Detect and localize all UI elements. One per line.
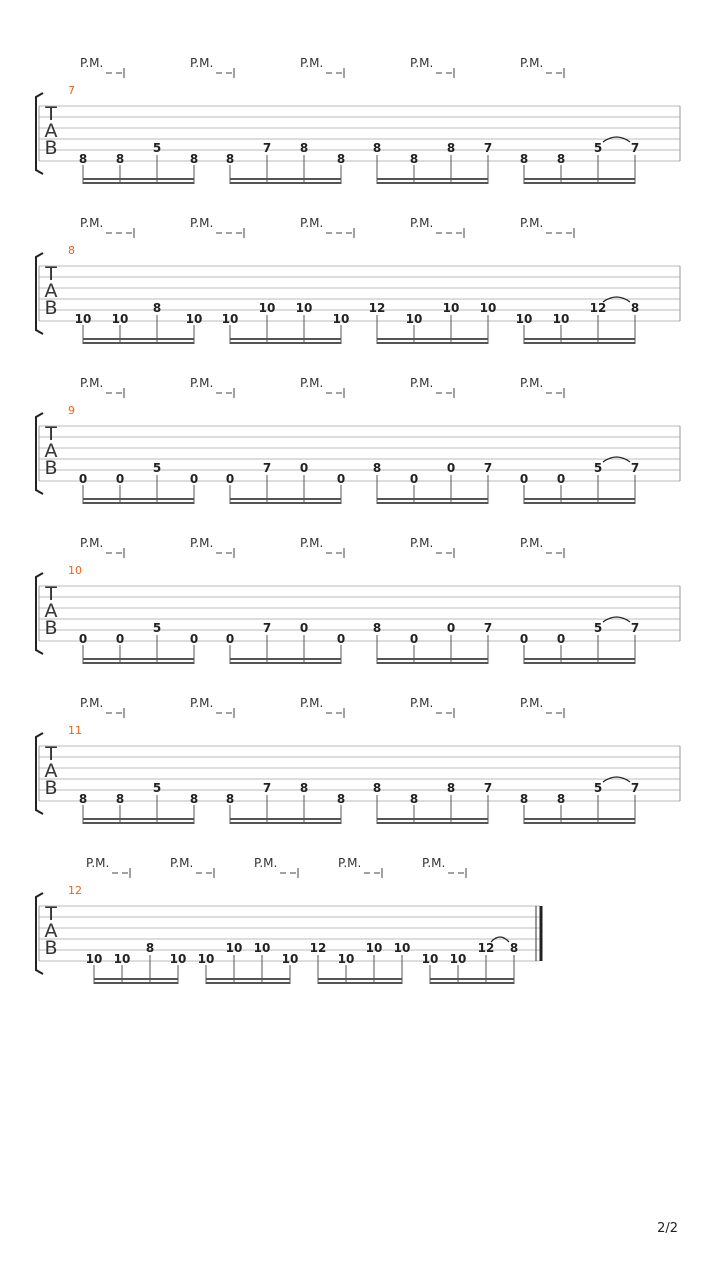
fret-number: 8: [519, 792, 529, 806]
fret-number: 8: [372, 781, 382, 795]
fret-number: 10: [332, 312, 350, 326]
fret-number: 10: [405, 312, 423, 326]
palm-mute-label: P.M.: [190, 376, 214, 390]
fret-number: 8: [78, 152, 88, 166]
fret-number: 5: [152, 461, 162, 475]
tab-clef-letter: B: [44, 457, 58, 479]
palm-mute-label: P.M.: [190, 696, 214, 710]
fret-number: 10: [74, 312, 92, 326]
fret-number: 5: [152, 781, 162, 795]
fret-number: 0: [225, 632, 235, 646]
tab-clef-letter: A: [44, 120, 58, 142]
fret-number: 8: [372, 141, 382, 155]
fret-number: 8: [299, 781, 309, 795]
fret-number: 0: [556, 472, 566, 486]
palm-mute-label: P.M.: [190, 216, 214, 230]
tab-clef-letter: T: [45, 263, 57, 285]
fret-number: 10: [442, 301, 460, 315]
fret-number: 0: [115, 632, 125, 646]
tab-clef-letter: B: [44, 617, 58, 639]
fret-number: 0: [78, 632, 88, 646]
fret-number: 5: [152, 621, 162, 635]
page-number: 2/2: [657, 1221, 678, 1236]
fret-number: 12: [309, 941, 327, 955]
fret-number: 8: [115, 152, 125, 166]
fret-number: 10: [197, 952, 215, 966]
fret-number: 8: [372, 461, 382, 475]
fret-number: 8: [189, 792, 199, 806]
fret-number: 10: [253, 941, 271, 955]
fret-number: 0: [189, 472, 199, 486]
measure-number: 8: [68, 244, 75, 257]
palm-mute-label: P.M.: [520, 56, 544, 70]
fret-number: 0: [556, 632, 566, 646]
palm-mute-label: P.M.: [80, 376, 104, 390]
palm-mute-label: P.M.: [520, 216, 544, 230]
fret-number: 0: [409, 632, 419, 646]
fret-number: 12: [589, 301, 607, 315]
measure-number: 9: [68, 404, 75, 417]
tab-clef-letter: B: [44, 937, 58, 959]
palm-mute-label: P.M.: [300, 216, 324, 230]
measure-number: 7: [68, 84, 75, 97]
tab-clef-letter: A: [44, 600, 58, 622]
palm-mute-label: P.M.: [410, 56, 434, 70]
fret-number: 12: [477, 941, 495, 955]
fret-number: 8: [336, 792, 346, 806]
fret-number: 7: [483, 781, 493, 795]
palm-mute-label: P.M.: [300, 56, 324, 70]
palm-mute-label: P.M.: [80, 536, 104, 550]
fret-number: 8: [78, 792, 88, 806]
fret-number: 10: [515, 312, 533, 326]
fret-number: 10: [479, 301, 497, 315]
fret-number: 7: [262, 621, 272, 635]
tab-clef-letter: B: [44, 777, 58, 799]
fret-number: 5: [152, 141, 162, 155]
fret-number: 7: [262, 781, 272, 795]
fret-number: 8: [409, 152, 419, 166]
fret-number: 10: [421, 952, 439, 966]
fret-number: 8: [519, 152, 529, 166]
fret-number: 8: [446, 781, 456, 795]
fret-number: 0: [225, 472, 235, 486]
fret-number: 8: [152, 301, 162, 315]
fret-number: 10: [449, 952, 467, 966]
fret-number: 8: [556, 152, 566, 166]
fret-number: 8: [409, 792, 419, 806]
fret-number: 0: [446, 461, 456, 475]
palm-mute-label: P.M.: [410, 536, 434, 550]
fret-number: 0: [78, 472, 88, 486]
palm-mute-label: P.M.: [80, 696, 104, 710]
fret-number: 8: [115, 792, 125, 806]
fret-number: 12: [368, 301, 386, 315]
fret-number: 0: [189, 632, 199, 646]
palm-mute-label: P.M.: [254, 856, 278, 870]
fret-number: 8: [299, 141, 309, 155]
tab-clef-letter: T: [45, 903, 57, 925]
tab-clef-letter: A: [44, 920, 58, 942]
fret-number: 10: [393, 941, 411, 955]
fret-number: 10: [365, 941, 383, 955]
fret-number: 8: [630, 301, 640, 315]
palm-mute-label: P.M.: [300, 536, 324, 550]
fret-number: 7: [262, 461, 272, 475]
fret-number: 8: [225, 152, 235, 166]
fret-number: 0: [519, 472, 529, 486]
fret-number: 7: [483, 621, 493, 635]
fret-number: 0: [519, 632, 529, 646]
tab-clef-letter: A: [44, 440, 58, 462]
palm-mute-label: P.M.: [520, 536, 544, 550]
fret-number: 10: [225, 941, 243, 955]
fret-number: 8: [446, 141, 456, 155]
fret-number: 8: [509, 941, 519, 955]
measure-number: 12: [68, 884, 82, 897]
measure-number: 10: [68, 564, 82, 577]
fret-number: 8: [372, 621, 382, 635]
fret-number: 7: [630, 621, 640, 635]
fret-number: 10: [552, 312, 570, 326]
fret-number: 8: [556, 792, 566, 806]
tab-clef-letter: B: [44, 137, 58, 159]
tab-clef-letter: T: [45, 423, 57, 445]
palm-mute-label: P.M.: [80, 56, 104, 70]
fret-number: 10: [295, 301, 313, 315]
tab-clef-letter: A: [44, 760, 58, 782]
fret-number: 10: [258, 301, 276, 315]
palm-mute-label: P.M.: [338, 856, 362, 870]
fret-number: 8: [225, 792, 235, 806]
palm-mute-label: P.M.: [410, 376, 434, 390]
fret-number: 7: [630, 461, 640, 475]
fret-number: 8: [336, 152, 346, 166]
fret-number: 0: [336, 472, 346, 486]
fret-number: 0: [336, 632, 346, 646]
palm-mute-label: P.M.: [422, 856, 446, 870]
fret-number: 5: [593, 781, 603, 795]
palm-mute-label: P.M.: [520, 696, 544, 710]
palm-mute-label: P.M.: [410, 216, 434, 230]
fret-number: 5: [593, 461, 603, 475]
fret-number: 5: [593, 141, 603, 155]
palm-mute-label: P.M.: [170, 856, 194, 870]
fret-number: 10: [111, 312, 129, 326]
fret-number: 8: [145, 941, 155, 955]
fret-number: 0: [409, 472, 419, 486]
fret-number: 7: [483, 141, 493, 155]
palm-mute-label: P.M.: [300, 696, 324, 710]
palm-mute-label: P.M.: [86, 856, 110, 870]
fret-number: 10: [281, 952, 299, 966]
palm-mute-label: P.M.: [80, 216, 104, 230]
fret-number: 8: [189, 152, 199, 166]
fret-number: 5: [593, 621, 603, 635]
tab-clef-letter: T: [45, 743, 57, 765]
palm-mute-label: P.M.: [520, 376, 544, 390]
tab-clef-letter: T: [45, 103, 57, 125]
fret-number: 7: [630, 781, 640, 795]
fret-number: 0: [446, 621, 456, 635]
fret-number: 7: [630, 141, 640, 155]
tab-clef-letter: A: [44, 280, 58, 302]
palm-mute-label: P.M.: [410, 696, 434, 710]
fret-number: 7: [262, 141, 272, 155]
fret-number: 10: [85, 952, 103, 966]
fret-number: 10: [221, 312, 239, 326]
tab-clef-letter: B: [44, 297, 58, 319]
fret-number: 10: [185, 312, 203, 326]
palm-mute-label: P.M.: [300, 376, 324, 390]
palm-mute-label: P.M.: [190, 536, 214, 550]
fret-number: 10: [337, 952, 355, 966]
palm-mute-label: P.M.: [190, 56, 214, 70]
fret-number: 0: [299, 461, 309, 475]
fret-number: 10: [113, 952, 131, 966]
fret-number: 10: [169, 952, 187, 966]
fret-number: 7: [483, 461, 493, 475]
tab-clef-letter: T: [45, 583, 57, 605]
measure-number: 11: [68, 724, 82, 737]
fret-number: 0: [115, 472, 125, 486]
fret-number: 0: [299, 621, 309, 635]
